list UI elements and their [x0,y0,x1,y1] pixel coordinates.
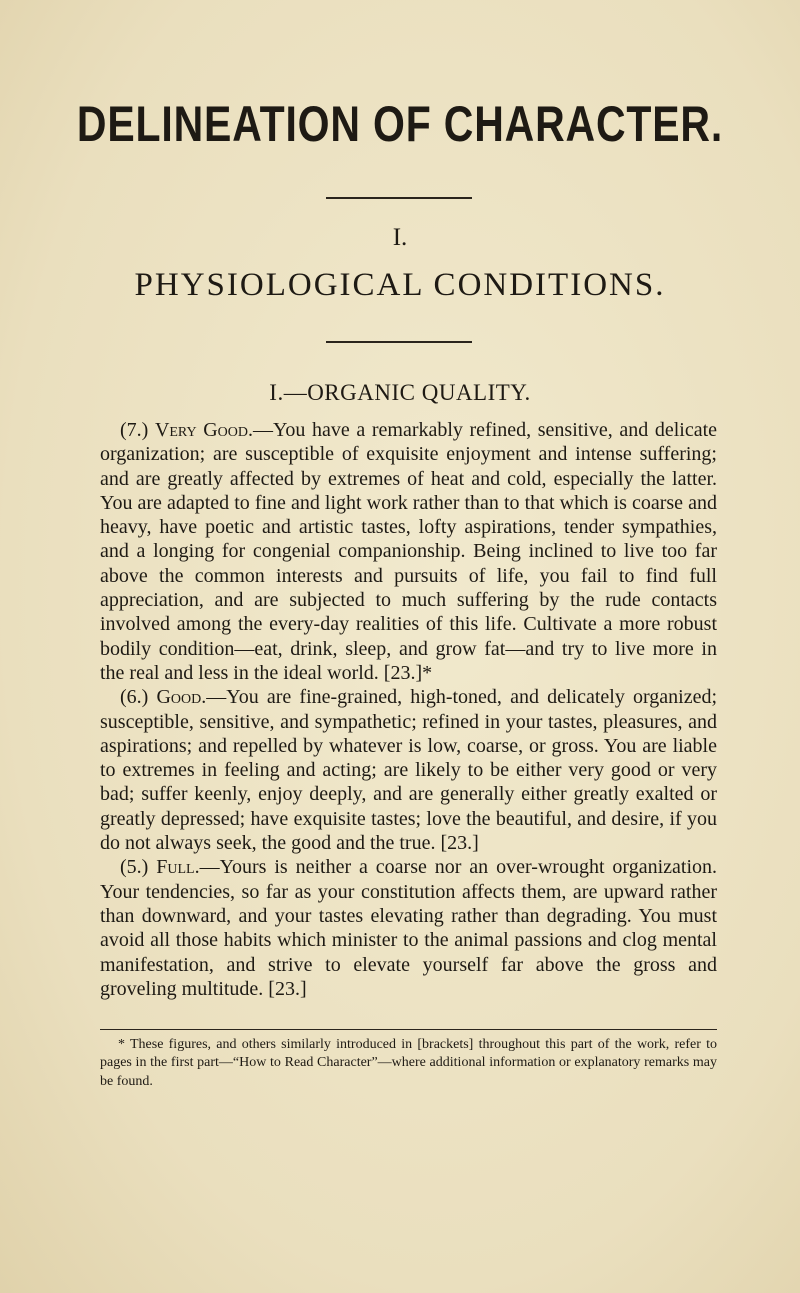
paragraph-number: (6.) [120,686,149,709]
paragraph-very-good [100,418,717,685]
paragraph-number: (5.) [120,856,149,879]
subsection-heading: I.—ORGANIC QUALITY. [269,380,531,405]
body-text [100,418,717,1001]
section-divider [326,341,472,343]
paragraph-number: (7.) [120,419,149,441]
paragraph-text: —Yours is neither a coarse nor an over-wrought organization. Your tendencies, so far as your constitution affects them, are upward rather than downward, and your tastes elevating rather than degrading. You must avoid all those habits which minister to the animal passions and clog mental manifestation, and strive to elevate yourself far above the gross and groveling multitude. [23.] [100,856,718,1000]
footnote-divider [100,1029,717,1030]
paragraph-good [100,685,717,855]
title-divider [326,197,472,199]
paragraph-full [100,855,717,1001]
page-title: DELINEATION OF CHARACTER. [76,96,724,152]
paragraph-text: —You have a remarkably refined, sensitive, and delicate organization; are susceptible of exquisite enjoyment and intense suffering; and are greatly affected by extremes of heat and cold, especially the latter. You are adapted to fine and light work rather than to that which is coarse and heavy, have poetic and artistic tastes, lofty aspirations, tender sympathies, and a longing for congenial companionship. Being inclined to live too far above the common interests and pursuits of life, you fail to find full appreciation, and are subjected to much suffering by the rude contacts involved among the every-day realities of this life. Cultivate a more robust bodily condition—eat, drink, sleep, and grow fat—and try to live more in the real and less in the ideal world. [23.]* [100,419,718,684]
paragraph-label: Good. [156,686,207,709]
section-number: I. [392,224,408,251]
footnote: * These figures, and others similarly introduced in [brackets] throughout this part of the work, refer to pages in the first part—“How to Read Character”—where additional information or explanatory remarks may be found. [100,1037,717,1089]
paragraph-label: Very Good. [154,419,253,441]
section-title: PHYSIOLOGICAL CONDITIONS. [134,267,666,303]
paragraph-label: Full. [156,856,200,879]
paragraph-text: —You are fine-grained, high-toned, and delicately organized; susceptible, sensitive, and sympathetic; refined in your tastes, pleasures, and aspirations; and repelled by whatever is low, coarse, or gross. You are liable to extremes in feeling and acting; are likely to be either very good or very bad; suffer keenly, enjoy deeply, and are generally either greatly exalted or greatly depressed; have exquisite tastes; love the beautiful, and desire, if you do not always seek, the good and the true. [23.] [100,686,718,855]
